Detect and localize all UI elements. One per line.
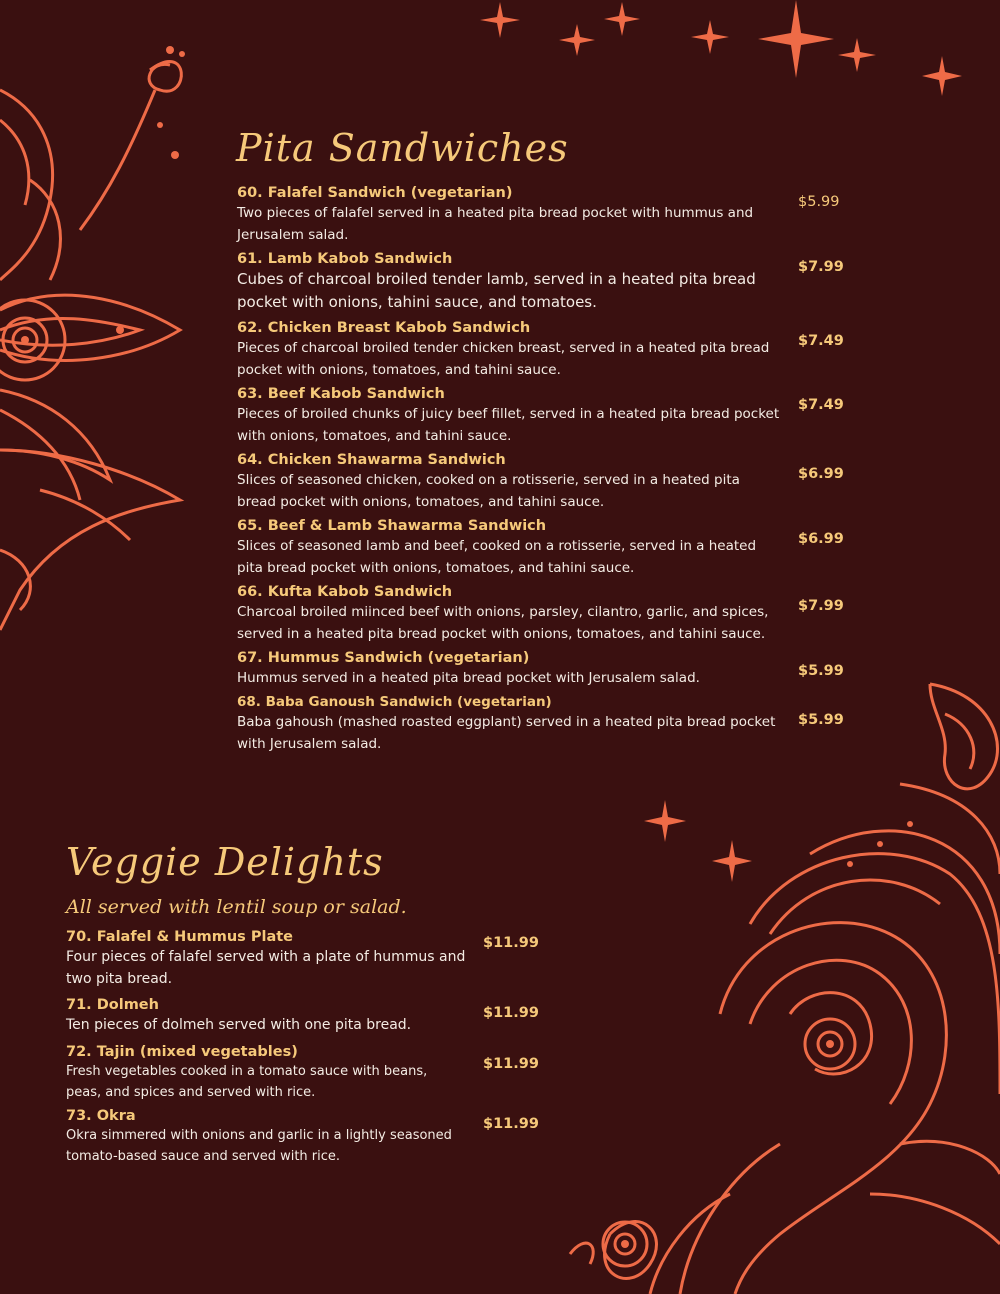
- item-name: 62. Chicken Breast Kabob Sandwich: [237, 320, 531, 336]
- menu-item-66: [237, 583, 782, 645]
- menu-item-73: [66, 1107, 466, 1167]
- menu-item-61: [237, 250, 767, 314]
- paisley-ornament-right: [550, 674, 1000, 1294]
- mandala-ornament-left: [0, 30, 200, 650]
- item-description: Pieces of charcoal broiled tender chicken breast, served in a heated pita bread pocket with onions, tomatoes, and tahini sauce.: [237, 340, 770, 378]
- item-name: 71. Dolmeh: [66, 997, 159, 1013]
- item-description: Okra simmered with onions and garlic in a lightly seasoned tomato-based sauce and served with rice.: [66, 1128, 452, 1164]
- item-name: 70. Falafel & Hummus Plate: [66, 929, 294, 945]
- item-description: Charcoal broiled miinced beef with onions, parsley, cilantro, garlic, and spices, served in a heated pita bread pocket with onions, tomatoes, and tahini sauce.: [237, 604, 769, 642]
- item-name: 68. Baba Ganoush Sandwich (vegetarian): [237, 694, 552, 710]
- item-price: $7.99: [798, 598, 844, 614]
- item-description: Ten pieces of dolmeh served with one pita bread.: [66, 1017, 412, 1033]
- pita-section-title: Pita Sandwiches: [236, 126, 569, 170]
- veggie-section-subtitle: All served with lentil soup or salad.: [66, 896, 407, 918]
- item-price: $7.49: [798, 397, 844, 413]
- item-name: 73. Okra: [66, 1108, 136, 1124]
- item-description: Hummus served in a heated pita bread pocket with Jerusalem salad.: [237, 670, 700, 686]
- item-name: 64. Chicken Shawarma Sandwich: [237, 452, 506, 468]
- menu-item-65: [237, 517, 777, 579]
- item-price: $5.99: [798, 194, 840, 210]
- item-description: Cubes of charcoal broiled tender lamb, served in a heated pita bread pocket with onions, tahini sauce, and tomatoes.: [237, 270, 756, 311]
- menu-item-64: [237, 451, 767, 513]
- item-description: Two pieces of falafel served in a heated pita bread pocket with hummus and Jerusalem salad.: [237, 205, 754, 243]
- item-price: $5.99: [798, 712, 844, 728]
- item-description: Fresh vegetables cooked in a tomato sauce with beans, peas, and spices and served with rice.: [66, 1064, 428, 1100]
- item-price: $5.99: [798, 663, 844, 679]
- item-description: Four pieces of falafel served with a plate of hummus and two pita bread.: [66, 949, 466, 987]
- item-name: 67. Hummus Sandwich (vegetarian): [237, 650, 530, 666]
- menu-item-70: [66, 928, 466, 990]
- item-name: 66. Kufta Kabob Sandwich: [237, 584, 453, 600]
- item-price: $11.99: [483, 1116, 539, 1132]
- menu-item-72: [66, 1043, 466, 1103]
- item-price: $7.99: [798, 259, 844, 275]
- item-price: $11.99: [483, 935, 539, 951]
- item-price: $6.99: [798, 531, 844, 547]
- item-name: 61. Lamb Kabob Sandwich: [237, 251, 453, 267]
- item-description: Baba gahoush (mashed roasted eggplant) served in a heated pita bread pocket with Jerusalem salad.: [237, 714, 776, 752]
- item-description: Slices of seasoned chicken, cooked on a rotisserie, served in a heated pita bread pocket with onions, tomatoes, and tahini sauce.: [237, 472, 740, 510]
- veggie-section-title: Veggie Delights: [66, 840, 384, 884]
- item-price: $11.99: [483, 1005, 539, 1021]
- menu-item-62: [237, 319, 782, 381]
- item-name: 63. Beef Kabob Sandwich: [237, 386, 445, 402]
- menu-item-71: [66, 996, 466, 1036]
- item-price: $11.99: [483, 1056, 539, 1072]
- item-name: 72. Tajin (mixed vegetables): [66, 1044, 298, 1060]
- item-name: 60. Falafel Sandwich (vegetarian): [237, 185, 513, 201]
- item-description: Pieces of broiled chunks of juicy beef fillet, served in a heated pita bread pocket with onions, tomatoes, and tahini sauce.: [237, 406, 780, 444]
- item-name: 65. Beef & Lamb Shawarma Sandwich: [237, 518, 547, 534]
- item-description: Slices of seasoned lamb and beef, cooked on a rotisserie, served in a heated pita bread pocket with onions, tomatoes, and tahini sauce.: [237, 538, 757, 576]
- menu-item-60: [237, 184, 782, 246]
- menu-item-67: [237, 649, 782, 689]
- menu-item-68: [237, 693, 782, 755]
- item-price: $7.49: [798, 333, 844, 349]
- menu-item-63: [237, 385, 782, 447]
- item-price: $6.99: [798, 466, 844, 482]
